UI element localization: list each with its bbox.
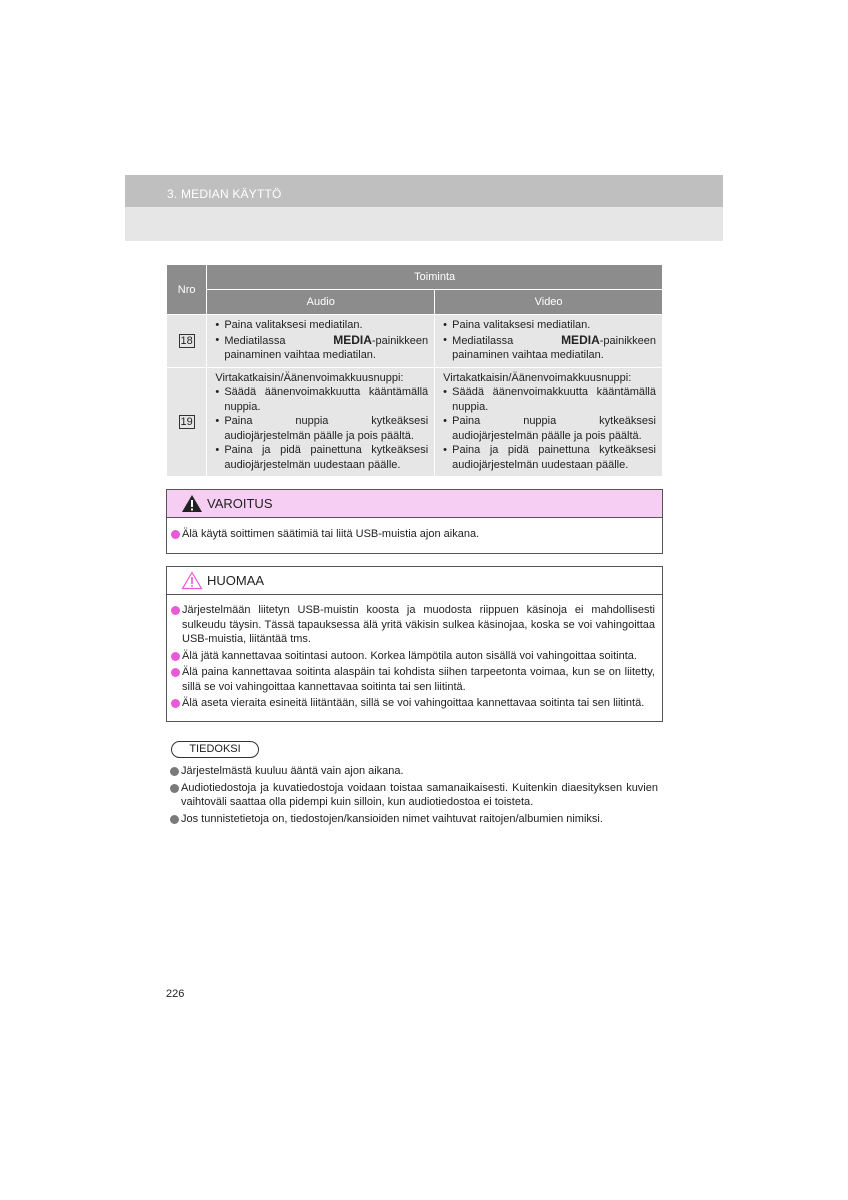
audio-cell (207, 315, 435, 368)
section-title: 3. MEDIAN KÄYTTÖ (167, 187, 282, 201)
info-label: TIEDOKSI (171, 741, 259, 758)
bullet-item (171, 696, 655, 711)
bullet-item (443, 414, 656, 443)
grey-bullet-icon (170, 767, 179, 776)
pink-bullet-icon (171, 668, 180, 677)
warning-title: VAROITUS (207, 496, 273, 511)
bullet-item (443, 318, 656, 333)
row-number-cell (167, 315, 207, 368)
page-number: 226 (166, 988, 185, 1000)
cell-intro: Virtakatkaisin/Äänenvoimakkuusnuppi: (215, 371, 404, 384)
row-number: 19 (180, 415, 193, 428)
bullet-item (443, 385, 656, 414)
pink-bullet-icon (171, 699, 180, 708)
bullet-text: Säädä äänenvoimakkuutta kääntämällä nuppia. (224, 386, 429, 413)
warning-box (166, 489, 663, 554)
video-cell (435, 367, 663, 477)
bullet-dot-icon: • (215, 333, 220, 346)
info-item (170, 764, 658, 779)
bullet-text: Älä aseta vieraita esineitä liitäntään, sillä se voi vahingoittaa kannettavaa soitinta tai sen liitintä. (182, 697, 645, 709)
media-button-label: MEDIA (333, 332, 372, 347)
info-text: Audiotiedostoja ja kuvatiedostoja voidaan toistaa samanaikaisesti. Kuitenkin diaesityksen kuvien vaihtoväli saattaa olla pidempi kuin silloin, kun audiotiedostoa ei toisteta. (181, 781, 658, 808)
bullet-dot-icon: • (443, 333, 448, 346)
bullet-text: Järjestelmään liitetyn USB-muistin koosta ja muodosta riippuen käsinoja ei mahdollisesti sulkeudu täysin. Tässä tapauksessa älä yritä väkisin sulkea käsinojaa, koska se voi vahingoittaa USB-muistia, liitäntää tms. (182, 604, 655, 645)
bullet-item (215, 414, 428, 443)
bullet-item (443, 333, 656, 363)
bullet-item (171, 665, 655, 694)
bullet-text: Älä käytä soittimen säätimiä tai liitä USB-muistia ajon aikana. (182, 528, 480, 540)
bullet-text: Paina ja pidä painettuna kytkeäksesi audiojärjestelmän uudestaan päälle. (224, 444, 429, 471)
notice-header (167, 567, 662, 595)
media-button-label: MEDIA (561, 332, 600, 347)
bullet-text: Mediatilassa (452, 334, 562, 347)
info-item (170, 812, 658, 827)
pink-bullet-icon (171, 652, 180, 661)
operations-table (166, 264, 663, 477)
bullet-dot-icon: • (443, 444, 448, 456)
notice-body (167, 595, 662, 721)
bullet-dot-icon: • (215, 444, 220, 456)
info-text: Jos tunnistetietoja on, tiedostojen/kansioiden nimet vaihtuvat raitojen/albumien nimiksi. (181, 812, 603, 825)
bullet-dot-icon: • (215, 319, 220, 331)
bullet-text: -painikkeen painaminen vaihtaa mediatilan. (452, 334, 656, 361)
bullet-dot-icon: • (443, 415, 448, 427)
row-number: 18 (180, 334, 193, 347)
row-number-cell (167, 367, 207, 477)
bullet-dot-icon: • (443, 319, 448, 331)
notice-title: HUOMAA (207, 573, 265, 588)
warning-body (167, 518, 662, 553)
bullet-dot-icon: • (215, 386, 220, 398)
bullet-dot-icon: • (443, 386, 448, 398)
table-row (167, 315, 663, 368)
bullet-text: Älä paina kannettavaa soitinta alaspäin tai kohdista siihen tarpeetonta voimaa, kun se on liitetty, sillä se voi vahingoittaa kannettavaa soitinta tai sen liitintä. (182, 666, 655, 693)
bullet-item (443, 443, 656, 472)
grey-bullet-icon (170, 784, 179, 793)
warning-header (167, 490, 662, 518)
bullet-list (215, 385, 428, 472)
bullet-text: Älä jätä kannettavaa soitintasi autoon. Korkea lämpötila auton sisällä voi vahingoittaa soitinta. (182, 649, 637, 662)
pink-bullet-icon (171, 530, 180, 539)
bullet-text: Paina valitaksesi mediatilan. (224, 319, 363, 331)
bullet-text: Paina nuppia kytkeäksesi audiojärjestelmän päälle ja pois päältä. (224, 415, 429, 442)
bullet-text: Mediatilassa (224, 334, 334, 347)
table-body (167, 315, 663, 477)
bullet-list (443, 318, 656, 363)
bullet-list (443, 385, 656, 472)
bullet-item (215, 333, 428, 363)
section-header-subbar (125, 207, 723, 241)
pink-bullet-icon (171, 606, 180, 615)
column-header-video: Video (435, 290, 663, 315)
bullet-dot-icon: • (215, 415, 220, 427)
bullet-item (171, 649, 655, 664)
info-list (170, 764, 658, 828)
bullet-text: Paina ja pidä painettuna kytkeäksesi audiojärjestelmän uudestaan päälle. (452, 444, 656, 471)
info-text: Järjestelmästä kuuluu ääntä vain ajon aikana. (181, 765, 404, 777)
bullet-item (171, 527, 655, 542)
grey-bullet-icon (170, 815, 179, 824)
video-cell (435, 315, 663, 368)
section-header-bar (125, 175, 723, 207)
audio-cell (207, 367, 435, 477)
warning-triangle-outline-icon (181, 571, 203, 595)
bullet-item (215, 318, 428, 333)
column-header-audio: Audio (207, 290, 435, 315)
column-header-nro: Nro (167, 265, 207, 315)
column-header-toiminta: Toiminta (207, 265, 663, 290)
bullet-list (215, 318, 428, 363)
bullet-text: Paina nuppia kytkeäksesi audiojärjestelmän päälle ja pois päältä. (452, 415, 656, 442)
warning-triangle-filled-icon (181, 494, 203, 518)
notice-box (166, 566, 663, 722)
bullet-text: -painikkeen painaminen vaihtaa mediatilan. (224, 334, 429, 361)
bullet-item (215, 443, 428, 472)
table-row (167, 367, 663, 477)
bullet-item (215, 385, 428, 414)
cell-intro: Virtakatkaisin/Äänenvoimakkuusnuppi: (443, 371, 632, 384)
info-item (170, 781, 658, 810)
bullet-text: Paina valitaksesi mediatilan. (452, 319, 591, 331)
bullet-text: Säädä äänenvoimakkuutta kääntämällä nuppia. (452, 386, 656, 413)
bullet-item (171, 603, 655, 647)
